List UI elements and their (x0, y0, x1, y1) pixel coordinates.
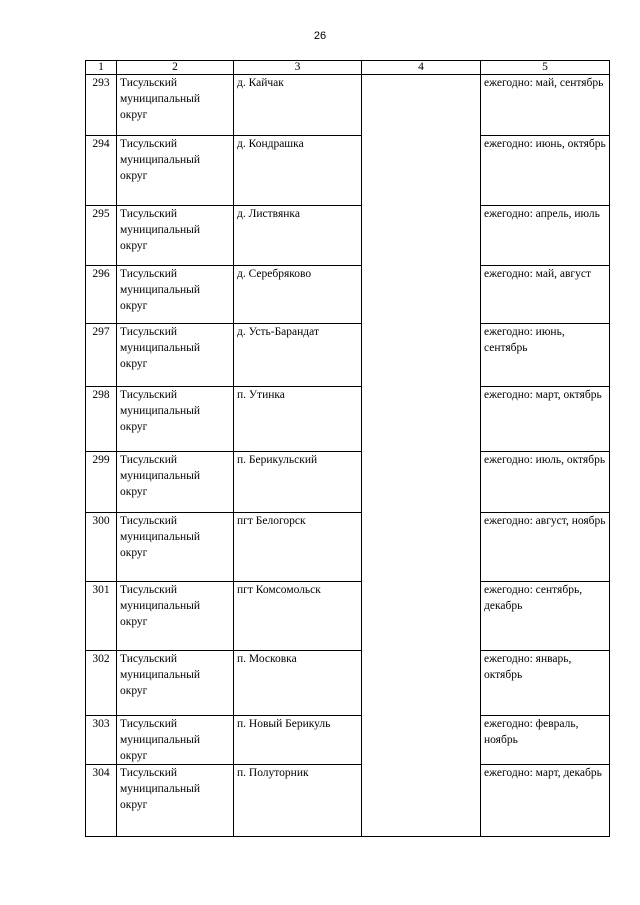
district-cell: Тисульский муниципальный округ (117, 136, 234, 206)
settlement-cell: п. Московка (234, 651, 362, 716)
empty-column-4-cell (362, 75, 481, 837)
table-row (86, 206, 610, 266)
row-number: 294 (86, 136, 117, 206)
table-row (86, 765, 610, 837)
schedule-cell: ежегодно: апрель, июль (481, 206, 610, 266)
schedule-cell: ежегодно: июнь, сентябрь (481, 324, 610, 387)
row-number: 293 (86, 75, 117, 136)
table-row (86, 75, 610, 136)
district-cell: Тисульский муниципальный округ (117, 452, 234, 513)
district-cell: Тисульский муниципальный округ (117, 324, 234, 387)
settlement-cell: п. Новый Берикуль (234, 716, 362, 765)
district-cell: Тисульский муниципальный округ (117, 387, 234, 452)
schedule-cell: ежегодно: февраль, ноябрь (481, 716, 610, 765)
district-cell: Тисульский муниципальный округ (117, 765, 234, 837)
schedule-cell: ежегодно: сентябрь, декабрь (481, 582, 610, 651)
settlement-cell: пгт Белогорск (234, 513, 362, 582)
table-row (86, 387, 610, 452)
table-row (86, 513, 610, 582)
settlement-cell: д. Кайчак (234, 75, 362, 136)
row-number: 297 (86, 324, 117, 387)
row-number: 296 (86, 266, 117, 324)
schedule-cell: ежегодно: июнь, октябрь (481, 136, 610, 206)
settlement-cell: п. Полуторник (234, 765, 362, 837)
row-number: 301 (86, 582, 117, 651)
settlement-cell: д. Серебряково (234, 266, 362, 324)
district-cell: Тисульский муниципальный округ (117, 75, 234, 136)
district-cell: Тисульский муниципальный округ (117, 582, 234, 651)
table-row (86, 582, 610, 651)
schedule-cell: ежегодно: январь, октябрь (481, 651, 610, 716)
settlement-cell: д. Листвянка (234, 206, 362, 266)
schedule-cell: ежегодно: июль, октябрь (481, 452, 610, 513)
settlement-cell: пгт Комсомольск (234, 582, 362, 651)
settlement-cell: д. Усть-Барандат (234, 324, 362, 387)
header-col-2: 2 (117, 61, 234, 75)
header-col-3: 3 (234, 61, 362, 75)
settlement-cell: п. Утинка (234, 387, 362, 452)
row-number: 298 (86, 387, 117, 452)
schedule-cell: ежегодно: май, август (481, 266, 610, 324)
row-number: 303 (86, 716, 117, 765)
table-row (86, 452, 610, 513)
registry-table (85, 60, 610, 837)
district-cell: Тисульский муниципальный округ (117, 206, 234, 266)
header-col-4: 4 (362, 61, 481, 75)
row-number: 299 (86, 452, 117, 513)
header-col-5: 5 (481, 61, 610, 75)
row-number: 302 (86, 651, 117, 716)
district-cell: Тисульский муниципальный округ (117, 716, 234, 765)
schedule-cell: ежегодно: март, октябрь (481, 387, 610, 452)
schedule-cell: ежегодно: август, ноябрь (481, 513, 610, 582)
table-row (86, 266, 610, 324)
settlement-cell: д. Кондрашка (234, 136, 362, 206)
settlement-cell: п. Берикульский (234, 452, 362, 513)
schedule-cell: ежегодно: май, сентябрь (481, 75, 610, 136)
page-number: 26 (313, 30, 327, 42)
district-cell: Тисульский муниципальный округ (117, 651, 234, 716)
row-number: 304 (86, 765, 117, 837)
header-row (86, 61, 610, 75)
table-row (86, 716, 610, 765)
row-number: 300 (86, 513, 117, 582)
row-number: 295 (86, 206, 117, 266)
district-cell: Тисульский муниципальный округ (117, 513, 234, 582)
header-col-1: 1 (86, 61, 117, 75)
schedule-cell: ежегодно: март, декабрь (481, 765, 610, 837)
district-cell: Тисульский муниципальный округ (117, 266, 234, 324)
table-row (86, 651, 610, 716)
table-row (86, 324, 610, 387)
table-row (86, 136, 610, 206)
